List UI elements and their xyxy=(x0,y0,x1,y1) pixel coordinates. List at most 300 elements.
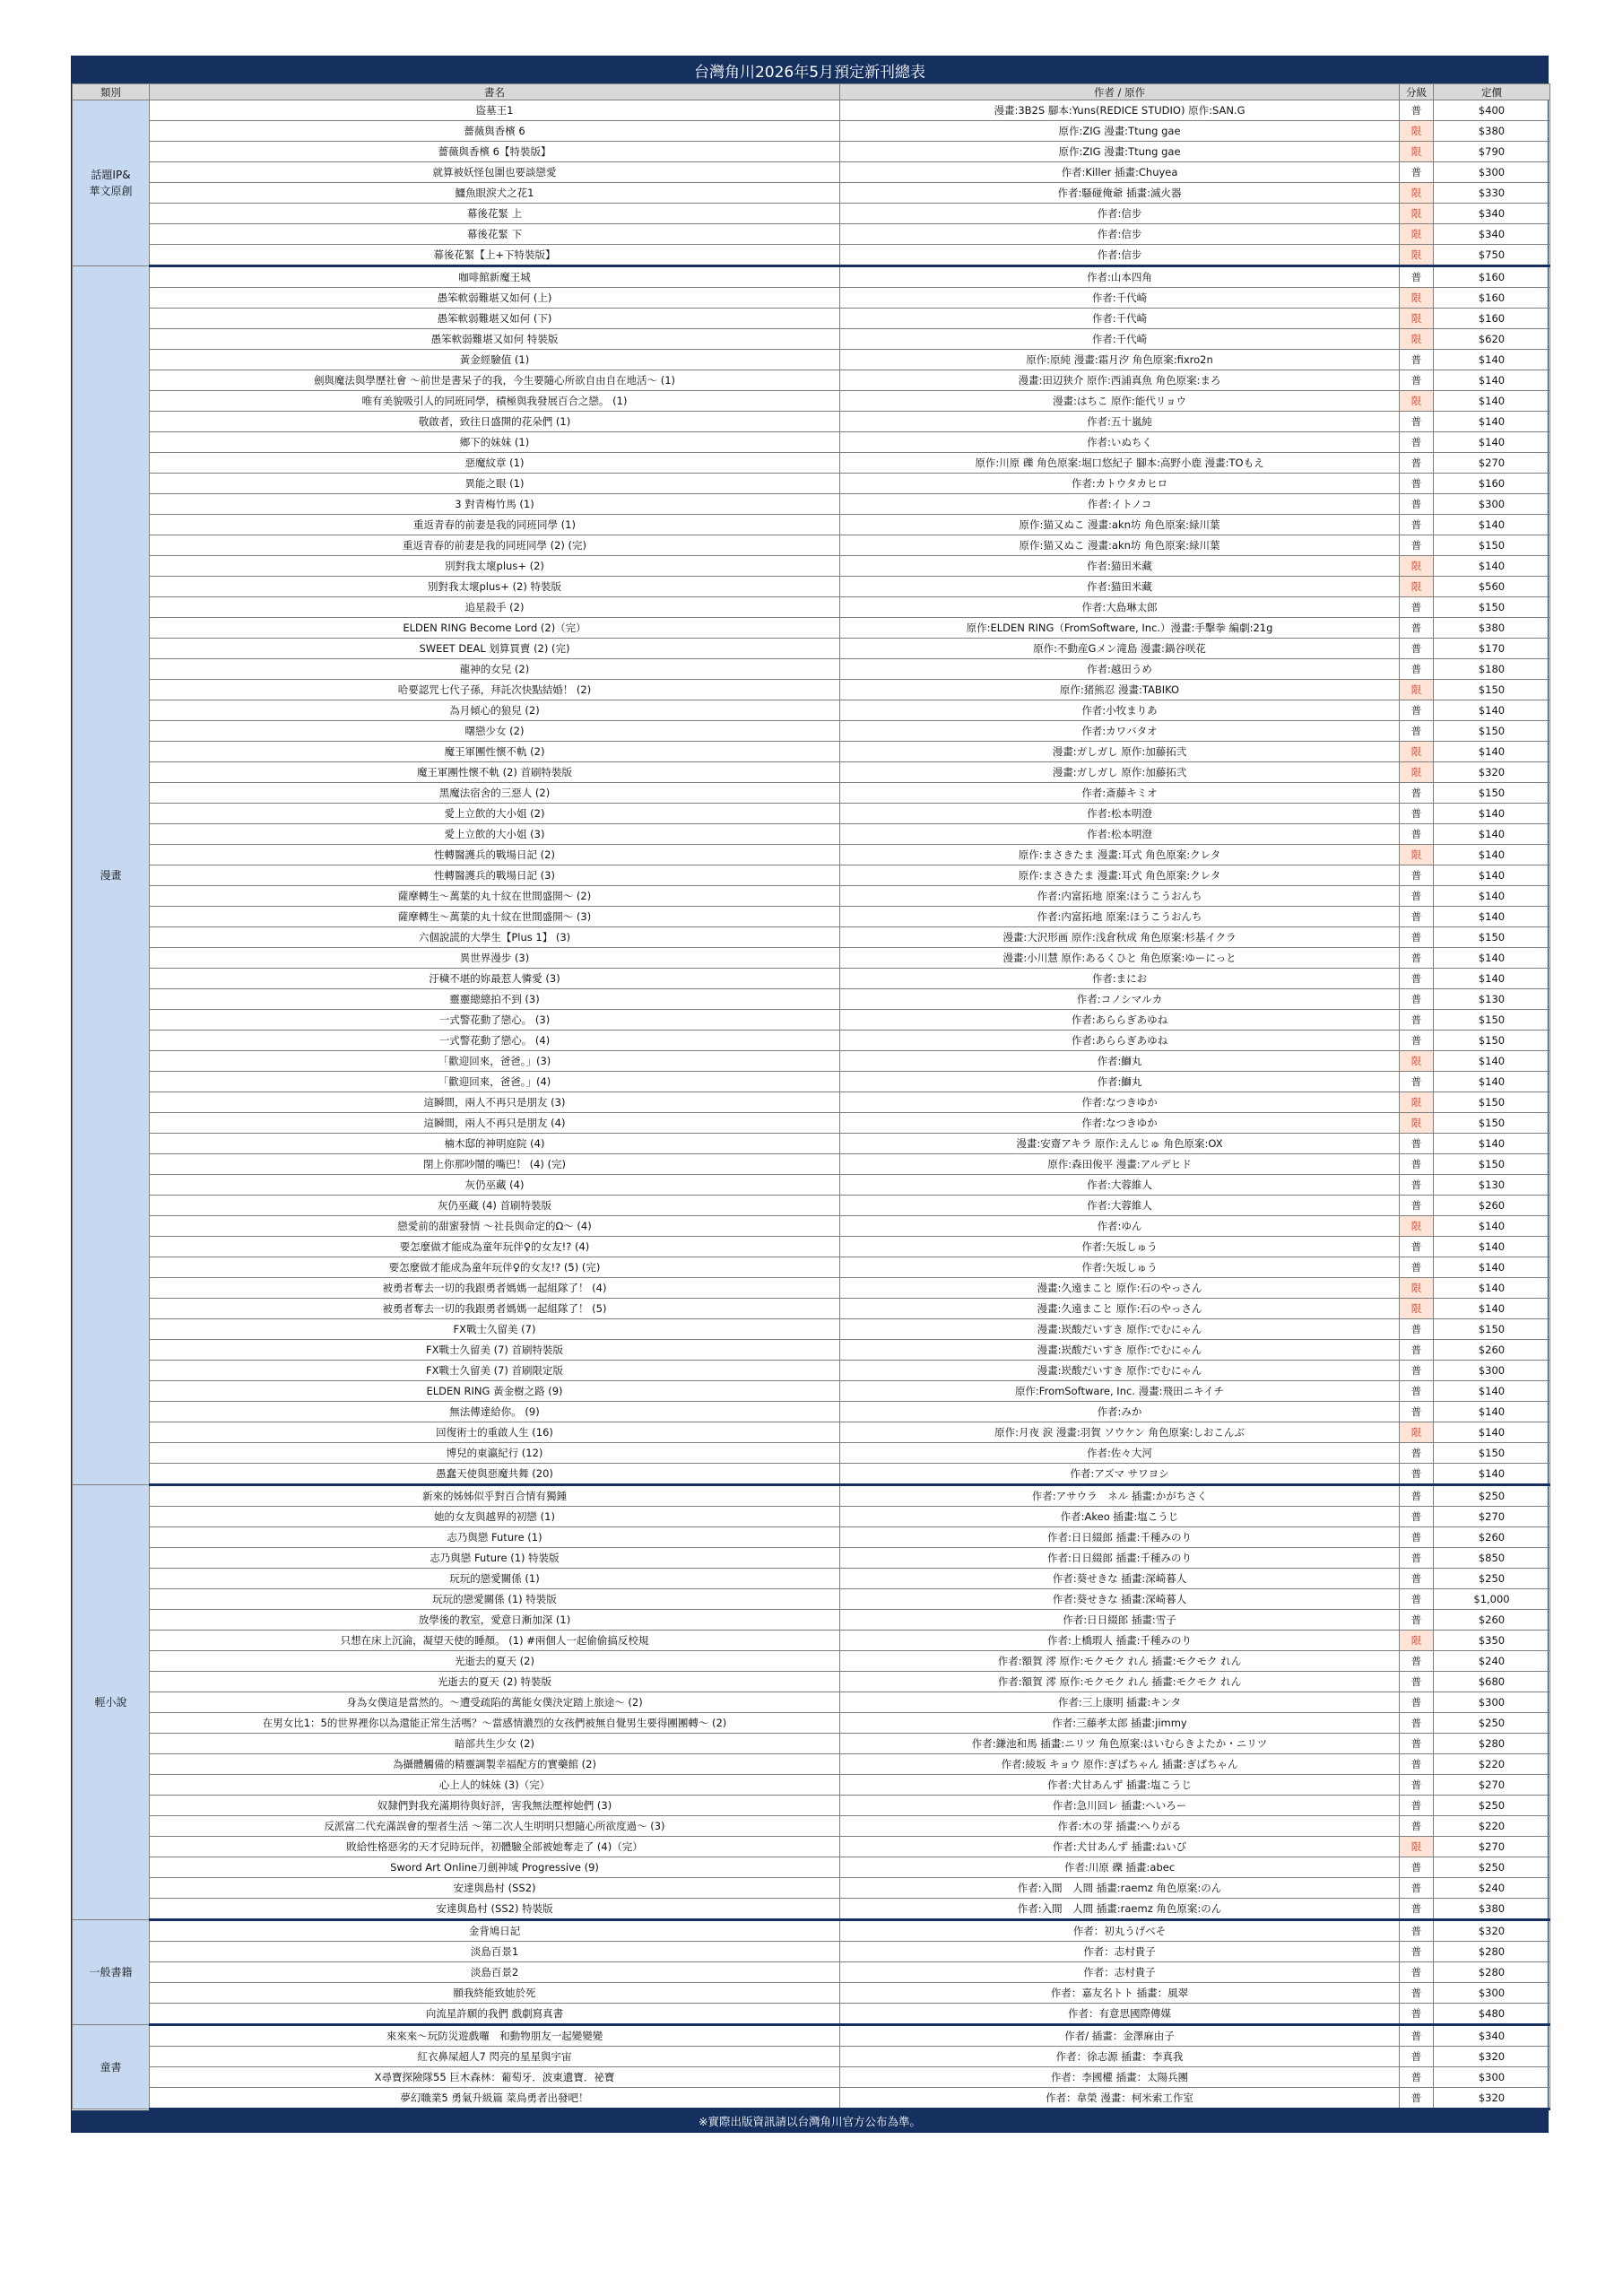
price-cell: $560 xyxy=(1434,577,1550,597)
table-row xyxy=(73,1237,1550,1257)
price-cell: $300 xyxy=(1434,1361,1550,1381)
price-cell: $150 xyxy=(1434,1319,1550,1340)
price-cell: $750 xyxy=(1434,245,1550,266)
table-row xyxy=(73,432,1550,453)
book-title-cell: 金背鳩日記 xyxy=(150,1920,840,1942)
book-title-cell: 要怎麼做才能成為童年玩伴♀的女友!? (4) xyxy=(150,1237,840,1257)
price-cell: $150 xyxy=(1434,535,1550,556)
rating-cell: 普 xyxy=(1400,1589,1434,1610)
author-cell: 作者:鎌池和馬 插畫:ニリツ 角色原案:はいむらきよたか・ニリツ xyxy=(840,1734,1400,1754)
price-cell: $250 xyxy=(1434,1569,1550,1589)
book-title-cell: SWEET DEAL 划算買賣 (2) (完) xyxy=(150,639,840,659)
rating-cell: 普 xyxy=(1400,2025,1434,2047)
book-title-cell: 敗給性格惡劣的天才兒時玩伴，初體驗全部被她奪走了 (4)（完） xyxy=(150,1837,840,1857)
author-cell: 作者:矢坂しゅう xyxy=(840,1237,1400,1257)
table-row xyxy=(73,162,1550,183)
rating-cell: 普 xyxy=(1400,639,1434,659)
rating-cell: 限 xyxy=(1400,142,1434,162)
book-title-cell: 安達與島村 (SS2) 特裝版 xyxy=(150,1899,840,1920)
rating-cell: 限 xyxy=(1400,845,1434,865)
price-cell: $150 xyxy=(1434,680,1550,700)
author-cell: 作者：韋榮 漫畫：柯米索工作室 xyxy=(840,2088,1400,2109)
release-table xyxy=(72,83,1550,2110)
rating-cell: 限 xyxy=(1400,1299,1434,1319)
header-author: 作者 / 原作 xyxy=(840,84,1400,100)
table-row xyxy=(73,474,1550,494)
table-row xyxy=(73,556,1550,577)
rating-cell: 限 xyxy=(1400,1631,1434,1651)
rating-cell: 普 xyxy=(1400,1485,1434,1507)
table-row xyxy=(73,721,1550,742)
book-title-cell: 重返青春的前妻是我的同班同學 (1) xyxy=(150,515,840,535)
rating-cell: 限 xyxy=(1400,329,1434,350)
author-cell: 原作:猪熊忍 漫畫:TABIKO xyxy=(840,680,1400,700)
table-row xyxy=(73,1031,1550,1051)
author-cell: 作者:ゆん xyxy=(840,1216,1400,1237)
book-title-cell: 性轉醫護兵的戰場日記 (3) xyxy=(150,865,840,886)
rating-cell: 普 xyxy=(1400,1775,1434,1796)
category-cell: 漫畫 xyxy=(73,266,150,1485)
price-cell: $140 xyxy=(1434,1422,1550,1443)
book-title-cell: 淡島百景1 xyxy=(150,1942,840,1962)
table-row xyxy=(73,1507,1550,1527)
book-title-cell: 這瞬間，兩人不再只是朋友 (3) xyxy=(150,1092,840,1113)
author-cell: 作者:大蓉維人 xyxy=(840,1196,1400,1216)
table-row xyxy=(73,597,1550,618)
author-cell: 作者:三上康明 插畫:キンタ xyxy=(840,1692,1400,1713)
author-cell: 作者：嘉友名トト 插畫：風翠 xyxy=(840,1983,1400,2004)
rating-cell: 限 xyxy=(1400,1278,1434,1299)
price-cell: $300 xyxy=(1434,1983,1550,2004)
rating-cell: 普 xyxy=(1400,494,1434,515)
header-rating: 分級 xyxy=(1400,84,1434,100)
category-cell: 一般書籍 xyxy=(73,1920,150,2025)
price-cell: $320 xyxy=(1434,2088,1550,2109)
price-cell: $300 xyxy=(1434,162,1550,183)
table-row xyxy=(73,824,1550,845)
price-cell: $140 xyxy=(1434,1072,1550,1092)
price-cell: $140 xyxy=(1434,1402,1550,1422)
release-table-sheet xyxy=(71,56,1549,2133)
table-row xyxy=(73,1422,1550,1443)
table-row xyxy=(73,1899,1550,1920)
book-title-cell: 靈靈總總拍不到 (3) xyxy=(150,989,840,1010)
table-row xyxy=(73,100,1550,121)
rating-cell: 普 xyxy=(1400,2067,1434,2088)
table-row xyxy=(73,927,1550,948)
author-cell: 作者:葵せきな 插畫:深崎暮人 xyxy=(840,1569,1400,1589)
price-cell: $140 xyxy=(1434,1051,1550,1072)
rating-cell: 普 xyxy=(1400,700,1434,721)
rating-cell: 普 xyxy=(1400,1154,1434,1175)
rating-cell: 普 xyxy=(1400,412,1434,432)
price-cell: $150 xyxy=(1434,597,1550,618)
rating-cell: 限 xyxy=(1400,204,1434,224)
price-cell: $380 xyxy=(1434,1899,1550,1920)
author-cell: 原作:月夜 涙 漫畫:羽賀 ソウケン 角色原案:しおこんぶ xyxy=(840,1422,1400,1443)
table-row xyxy=(73,1319,1550,1340)
table-row xyxy=(73,845,1550,865)
price-cell: $480 xyxy=(1434,2004,1550,2025)
author-cell: 漫畫:久遠まこと 原作:石のやっさん xyxy=(840,1278,1400,1299)
author-cell: 作者:あららぎあゆね xyxy=(840,1010,1400,1031)
book-title-cell: 別對我太壞plus+ (2) xyxy=(150,556,840,577)
rating-cell: 限 xyxy=(1400,391,1434,412)
rating-cell: 普 xyxy=(1400,1920,1434,1942)
rating-cell: 普 xyxy=(1400,1857,1434,1878)
rating-cell: 普 xyxy=(1400,1402,1434,1422)
table-row xyxy=(73,515,1550,535)
book-title-cell: 愚笨軟弱難堪又如何 (下) xyxy=(150,309,840,329)
rating-cell: 普 xyxy=(1400,1237,1434,1257)
table-row xyxy=(73,1796,1550,1816)
rating-cell: 普 xyxy=(1400,1134,1434,1154)
rating-cell: 限 xyxy=(1400,309,1434,329)
table-row xyxy=(73,2047,1550,2067)
price-cell: $150 xyxy=(1434,1010,1550,1031)
table-row xyxy=(73,1154,1550,1175)
table-row xyxy=(73,391,1550,412)
author-cell: 原作:猫又ぬこ 漫畫:akn坊 角色原案:緑川葉 xyxy=(840,515,1400,535)
rating-cell: 普 xyxy=(1400,1651,1434,1672)
price-cell: $270 xyxy=(1434,1507,1550,1527)
book-title-cell: 光逝去的夏天 (2) xyxy=(150,1651,840,1672)
rating-cell: 限 xyxy=(1400,288,1434,309)
author-cell: 作者:内富拓地 原案:ほうこうおんち xyxy=(840,907,1400,927)
rating-cell: 普 xyxy=(1400,162,1434,183)
price-cell: $620 xyxy=(1434,329,1550,350)
rating-cell: 限 xyxy=(1400,224,1434,245)
price-cell: $140 xyxy=(1434,556,1550,577)
price-cell: $340 xyxy=(1434,224,1550,245)
book-title-cell: X尋寶探險隊55 巨木森林：葡萄牙．波東遺寶．祕寶 xyxy=(150,2067,840,2088)
book-title-cell: 咖啡館新魔王城 xyxy=(150,266,840,288)
table-row xyxy=(73,1775,1550,1796)
book-title-cell: 玩玩的戀愛關係 (1) 特裝版 xyxy=(150,1589,840,1610)
rating-cell: 普 xyxy=(1400,370,1434,391)
table-row xyxy=(73,453,1550,474)
book-title-cell: 薩摩轉生～萬葉的丸十紋在世間盛開～ (3) xyxy=(150,907,840,927)
author-cell: 作者:葵せきな 插畫:深崎暮人 xyxy=(840,1589,1400,1610)
table-row xyxy=(73,804,1550,824)
price-cell: $380 xyxy=(1434,618,1550,639)
book-title-cell: 敬啟者，致往日盛開的花朵們 (1) xyxy=(150,412,840,432)
book-title-cell: 一式警花動了戀心。 (4) xyxy=(150,1031,840,1051)
rating-cell: 普 xyxy=(1400,1672,1434,1692)
table-row xyxy=(73,948,1550,969)
book-title-cell: 幕後花緊【上+下特裝版】 xyxy=(150,245,840,266)
book-title-cell: 一式警花動了戀心。 (3) xyxy=(150,1010,840,1031)
author-cell: 作者:額賀 澪 原作:モクモク れん 插畫:モクモク れん xyxy=(840,1651,1400,1672)
price-cell: $160 xyxy=(1434,266,1550,288)
author-cell: 作者:斎藤キミオ xyxy=(840,783,1400,804)
author-cell: 作者:鰤丸 xyxy=(840,1072,1400,1092)
author-cell: 作者:千代崎 xyxy=(840,288,1400,309)
author-cell: 作者:川原 礫 插畫:abec xyxy=(840,1857,1400,1878)
price-cell: $140 xyxy=(1434,1278,1550,1299)
book-title-cell: 幕後花緊 下 xyxy=(150,224,840,245)
author-cell: 原作:ZIG 漫畫:Ttung gae xyxy=(840,121,1400,142)
table-row xyxy=(73,1942,1550,1962)
book-title-cell: 黃金經驗值 (1) xyxy=(150,350,840,370)
table-row xyxy=(73,1837,1550,1857)
rating-cell: 普 xyxy=(1400,1878,1434,1899)
price-cell: $140 xyxy=(1434,412,1550,432)
author-cell: 作者:信步 xyxy=(840,245,1400,266)
table-row xyxy=(73,370,1550,391)
book-title-cell: 盜墓王1 xyxy=(150,100,840,121)
table-row xyxy=(73,2088,1550,2109)
price-cell: $140 xyxy=(1434,515,1550,535)
author-cell: 作者:アサウラ ネル 插畫:かがちさく xyxy=(840,1485,1400,1507)
rating-cell: 普 xyxy=(1400,1713,1434,1734)
rating-cell: 普 xyxy=(1400,515,1434,535)
rating-cell: 普 xyxy=(1400,1569,1434,1589)
book-title-cell: 就算被妖怪包圍也要談戀愛 xyxy=(150,162,840,183)
price-cell: $140 xyxy=(1434,907,1550,927)
book-title-cell: FX戰士久留美 (7) xyxy=(150,1319,840,1340)
price-cell: $160 xyxy=(1434,309,1550,329)
author-cell: 漫畫:崁酸だいすき 原作:でむにゃん xyxy=(840,1361,1400,1381)
price-cell: $150 xyxy=(1434,927,1550,948)
book-title-cell: 汙穢不堪的妳最惹人憐愛 (3) xyxy=(150,969,840,989)
book-title-cell: 異能之眼 (1) xyxy=(150,474,840,494)
author-cell: 作者:松本明澄 xyxy=(840,824,1400,845)
book-title-cell: 淡島百景2 xyxy=(150,1962,840,1983)
table-row xyxy=(73,989,1550,1010)
table-row xyxy=(73,1589,1550,1610)
book-title-cell: 安達與島村 (SS2) xyxy=(150,1878,840,1899)
author-cell: 作者:なつきゆか xyxy=(840,1113,1400,1134)
price-cell: $140 xyxy=(1434,370,1550,391)
author-cell: 作者:大蓉維人 xyxy=(840,1175,1400,1196)
author-cell: 作者:山本四角 xyxy=(840,266,1400,288)
table-row xyxy=(73,1983,1550,2004)
table-row xyxy=(73,1569,1550,1589)
book-title-cell: 暗部共生少女 (2) xyxy=(150,1734,840,1754)
rating-cell: 限 xyxy=(1400,577,1434,597)
author-cell: 原作:まさきたま 漫畫:耳式 角色原案:クレタ xyxy=(840,865,1400,886)
book-title-cell: 哈要認咒七代子孫，拜託次快點結婚！ (2) xyxy=(150,680,840,700)
price-cell: $400 xyxy=(1434,100,1550,121)
price-cell: $220 xyxy=(1434,1754,1550,1775)
price-cell: $260 xyxy=(1434,1610,1550,1631)
table-row xyxy=(73,1361,1550,1381)
author-cell: 作者:犬甘あんず 插畫:ねいび xyxy=(840,1837,1400,1857)
author-cell: 原作:猫又ぬこ 漫畫:akn坊 角色原案:緑川葉 xyxy=(840,535,1400,556)
category-cell: 輕小說 xyxy=(73,1485,150,1920)
rating-cell: 普 xyxy=(1400,804,1434,824)
author-cell: 作者:日日綴郎 插畫:千種みのり xyxy=(840,1527,1400,1548)
table-row xyxy=(73,1816,1550,1837)
rating-cell: 普 xyxy=(1400,2088,1434,2109)
table-row xyxy=(73,700,1550,721)
table-row xyxy=(73,1299,1550,1319)
table-row xyxy=(73,1278,1550,1299)
price-cell: $320 xyxy=(1434,1920,1550,1942)
table-row xyxy=(73,1340,1550,1361)
table-row xyxy=(73,350,1550,370)
rating-cell: 普 xyxy=(1400,535,1434,556)
rating-cell: 普 xyxy=(1400,969,1434,989)
price-cell: $140 xyxy=(1434,948,1550,969)
table-row xyxy=(73,886,1550,907)
book-title-cell: 黑魔法宿舍的三惡人 (2) xyxy=(150,783,840,804)
book-title-cell: 幕後花緊 上 xyxy=(150,204,840,224)
table-row xyxy=(73,659,1550,680)
book-title-cell: 唯有美貌吸引人的同班同學，積極與我發展百合之戀。 (1) xyxy=(150,391,840,412)
price-cell: $140 xyxy=(1434,391,1550,412)
author-cell: 作者:猫田米藏 xyxy=(840,577,1400,597)
author-cell: 漫畫:はちこ 原作:能代リョウ xyxy=(840,391,1400,412)
table-row xyxy=(73,2067,1550,2088)
author-cell: 作者/ 插畫：金澤麻由子 xyxy=(840,2025,1400,2047)
price-cell: $250 xyxy=(1434,1857,1550,1878)
price-cell: $140 xyxy=(1434,1381,1550,1402)
book-title-cell: 無法傳達給你。 (9) xyxy=(150,1402,840,1422)
price-cell: $270 xyxy=(1434,453,1550,474)
book-title-cell: 光逝去的夏天 (2) 特裝版 xyxy=(150,1672,840,1692)
price-cell: $250 xyxy=(1434,1485,1550,1507)
book-title-cell: 心上人的妹妹 (3)（完） xyxy=(150,1775,840,1796)
rating-cell: 普 xyxy=(1400,659,1434,680)
author-cell: 作者：李國權 插畫：太陽兵團 xyxy=(840,2067,1400,2088)
table-row xyxy=(73,1878,1550,1899)
author-cell: 作者:日日綴郎 插畫:雪子 xyxy=(840,1610,1400,1631)
rating-cell: 普 xyxy=(1400,453,1434,474)
author-cell: 作者：志村貴子 xyxy=(840,1962,1400,1983)
book-title-cell: 玩玩的戀愛關係 (1) xyxy=(150,1569,840,1589)
header-row xyxy=(73,84,1550,100)
table-row xyxy=(73,1527,1550,1548)
price-cell: $680 xyxy=(1434,1672,1550,1692)
rating-cell: 普 xyxy=(1400,927,1434,948)
book-title-cell: 3 對青梅竹馬 (1) xyxy=(150,494,840,515)
author-cell: 作者:カトウタカヒロ xyxy=(840,474,1400,494)
price-cell: $150 xyxy=(1434,783,1550,804)
book-title-cell: 為月傾心的狼兒 (2) xyxy=(150,700,840,721)
author-cell: 作者:アズマ サワヨシ xyxy=(840,1464,1400,1485)
book-title-cell: 要怎麼做才能成為童年玩伴♀的女友!? (5) (完) xyxy=(150,1257,840,1278)
book-title-cell: 愛上立飲的大小姐 (2) xyxy=(150,804,840,824)
book-title-cell: 反派富二代充滿誤會的聖者生活 ～第二次人生明明只想隨心所欲度過～ (3) xyxy=(150,1816,840,1837)
price-cell: $150 xyxy=(1434,721,1550,742)
price-cell: $160 xyxy=(1434,288,1550,309)
price-cell: $140 xyxy=(1434,1299,1550,1319)
table-row xyxy=(73,1051,1550,1072)
table-row xyxy=(73,1857,1550,1878)
book-title-cell: 龍神的女兒 (2) xyxy=(150,659,840,680)
book-title-cell: 劍與魔法與學歷社會 ～前世是書呆子的我，今生要隨心所欲自由自在地活～ (1) xyxy=(150,370,840,391)
price-cell: $250 xyxy=(1434,1713,1550,1734)
rating-cell: 普 xyxy=(1400,1175,1434,1196)
book-title-cell: 異世界漫步 (3) xyxy=(150,948,840,969)
author-cell: 漫畫:大沢形画 原作:浅倉秋成 角色原案:杉基イクラ xyxy=(840,927,1400,948)
price-cell: $850 xyxy=(1434,1548,1550,1569)
author-cell: 作者:鰤丸 xyxy=(840,1051,1400,1072)
header-book: 書名 xyxy=(150,84,840,100)
book-title-cell: 別對我太壞plus+ (2) 特裝版 xyxy=(150,577,840,597)
author-cell: 作者:入間 人間 插畫:raemz 角色原案:のん xyxy=(840,1899,1400,1920)
price-cell: $140 xyxy=(1434,1464,1550,1485)
price-cell: $150 xyxy=(1434,1113,1550,1134)
rating-cell: 普 xyxy=(1400,350,1434,370)
price-cell: $280 xyxy=(1434,1734,1550,1754)
table-row xyxy=(73,266,1550,288)
table-row xyxy=(73,1692,1550,1713)
header-category: 類別 xyxy=(73,84,150,100)
author-cell: 作者:あららぎあゆね xyxy=(840,1031,1400,1051)
price-cell: $140 xyxy=(1434,865,1550,886)
rating-cell: 普 xyxy=(1400,907,1434,927)
book-title-cell: 身為女僕這是當然的。～遭受疏陷的萬能女僕決定踏上旅途～ (2) xyxy=(150,1692,840,1713)
author-cell: 原作:ZIG 漫畫:Ttung gae xyxy=(840,142,1400,162)
book-title-cell: 紅衣鼻屎超人7 閃亮的星星與宇宙 xyxy=(150,2047,840,2067)
author-cell: 作者:大島琳太郎 xyxy=(840,597,1400,618)
rating-cell: 普 xyxy=(1400,266,1434,288)
author-cell: 作者:千代崎 xyxy=(840,309,1400,329)
price-cell: $320 xyxy=(1434,2047,1550,2067)
price-cell: $150 xyxy=(1434,1031,1550,1051)
author-cell: 作者:木の芽 插畫:へりがる xyxy=(840,1816,1400,1837)
table-row xyxy=(73,1402,1550,1422)
book-title-cell: 薔薇與香檳 6【特裝版】 xyxy=(150,142,840,162)
table-row xyxy=(73,1672,1550,1692)
rating-cell: 普 xyxy=(1400,1610,1434,1631)
rating-cell: 普 xyxy=(1400,886,1434,907)
rating-cell: 限 xyxy=(1400,1216,1434,1237)
price-cell: $150 xyxy=(1434,1092,1550,1113)
author-cell: 作者:五十嵐純 xyxy=(840,412,1400,432)
rating-cell: 普 xyxy=(1400,1754,1434,1775)
author-cell: 作者:みか xyxy=(840,1402,1400,1422)
rating-cell: 普 xyxy=(1400,618,1434,639)
price-cell: $260 xyxy=(1434,1340,1550,1361)
book-title-cell: 博兒的東瀛紀行 (12) xyxy=(150,1443,840,1464)
price-cell: $150 xyxy=(1434,1443,1550,1464)
price-cell: $140 xyxy=(1434,1216,1550,1237)
table-row xyxy=(73,1651,1550,1672)
table-row xyxy=(73,224,1550,245)
header-price: 定價 xyxy=(1434,84,1550,100)
book-title-cell: FX戰士久留美 (7) 首刷特裝版 xyxy=(150,1340,840,1361)
rating-cell: 普 xyxy=(1400,1734,1434,1754)
book-title-cell: ELDEN RING 黃金樹之路 (9) xyxy=(150,1381,840,1402)
author-cell: 作者:矢坂しゅう xyxy=(840,1257,1400,1278)
book-title-cell: 灰仍巫藏 (4) xyxy=(150,1175,840,1196)
author-cell: 作者：有意思國際傳媒 xyxy=(840,2004,1400,2025)
author-cell: 作者:内富拓地 原案:ほうこうおんち xyxy=(840,886,1400,907)
table-row xyxy=(73,1381,1550,1402)
table-row xyxy=(73,639,1550,659)
table-row xyxy=(73,742,1550,762)
table-row xyxy=(73,309,1550,329)
author-cell: 作者:日日綴郎 插畫:千種みのり xyxy=(840,1548,1400,1569)
author-cell: 漫畫:田辺狭介 原作:西浦真魚 角色原案:まろ xyxy=(840,370,1400,391)
author-cell: 作者:Akeo 插畫:塩こうじ xyxy=(840,1507,1400,1527)
price-cell: $140 xyxy=(1434,1237,1550,1257)
rating-cell: 普 xyxy=(1400,1031,1434,1051)
book-title-cell: 被勇者奪去一切的我跟勇者媽媽一起組隊了！ (4) xyxy=(150,1278,840,1299)
table-row xyxy=(73,1464,1550,1485)
rating-cell: 限 xyxy=(1400,556,1434,577)
book-title-cell: 薔薇與香檳 6 xyxy=(150,121,840,142)
author-cell: 作者:綾坂 キョウ 原作:ぎばちゃん 插畫:ぎばちゃん xyxy=(840,1754,1400,1775)
author-cell: 作者:信步 xyxy=(840,204,1400,224)
book-title-cell: 性轉醫護兵的戰場日記 (2) xyxy=(150,845,840,865)
price-cell: $180 xyxy=(1434,659,1550,680)
author-cell: 作者:急川回レ 插畫:へいろー xyxy=(840,1796,1400,1816)
